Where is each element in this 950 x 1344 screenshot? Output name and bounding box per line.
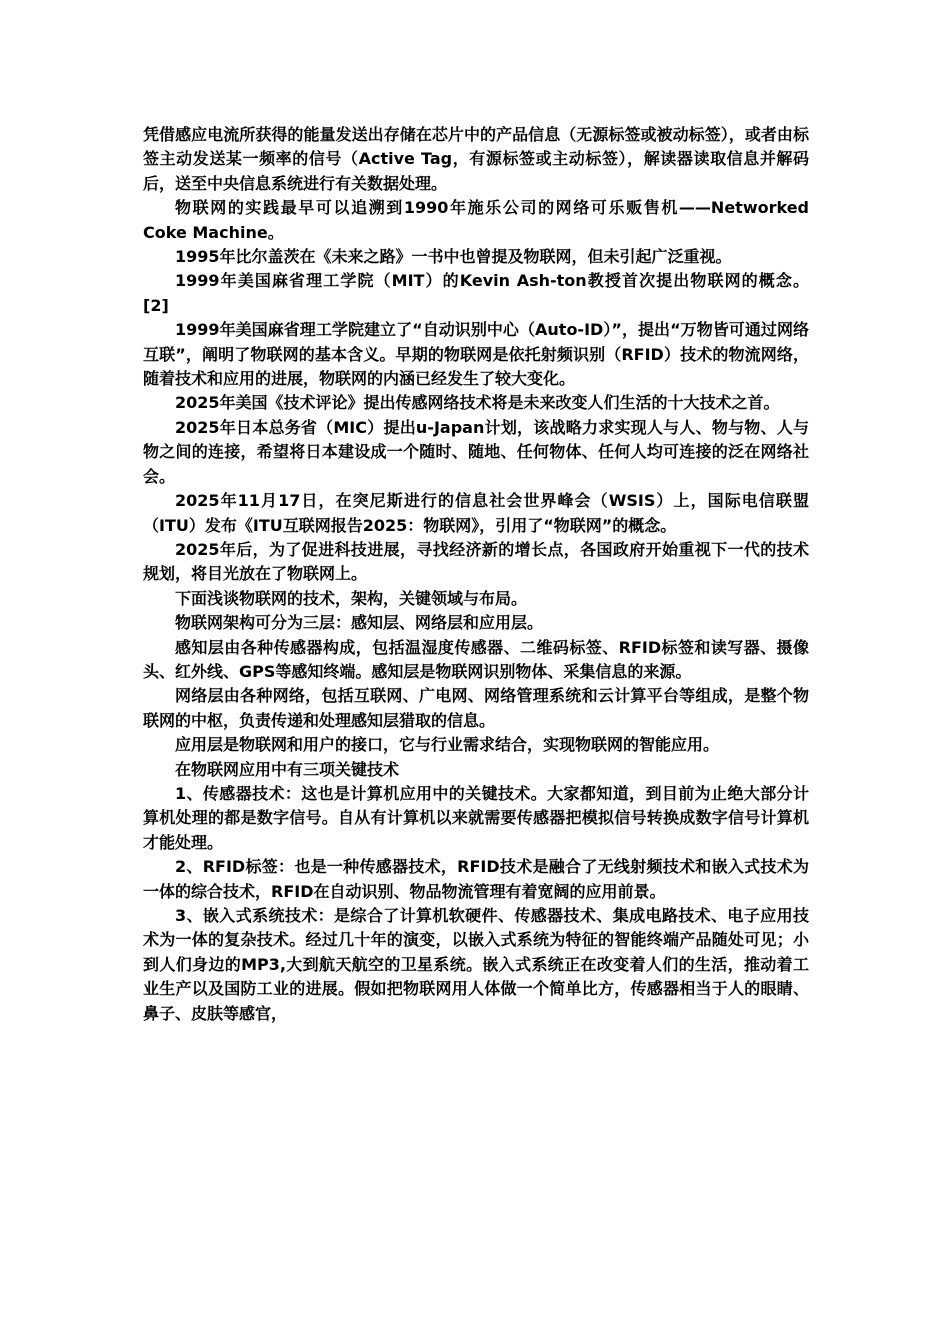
- paragraph-7: 2025年11月17日，在突尼斯进行的信息社会世界峰会（WSIS）上，国际电信联盟（ITU）发布《ITU互联网报告2025：物联网》，引用了“物联网”的概念。: [143, 491, 809, 535]
- paragraph-11: 感知层由各种传感器构成，包括温湿度传感器、二维码标签、RFID标签和读写器、摄像头、红外线、GPS等感知终端。感知层是物联网识别物体、采集信息的来源。: [143, 637, 809, 681]
- paragraph-16: 2、RFID标签：也是一种传感器技术，RFID技术是融合了无线射频技术和嵌入式技术为一体的综合技术，RFID在自动识别、物品物流管理有着宽阔的应用前景。: [143, 857, 809, 901]
- paragraph-13: 应用层是物联网和用户的接口，它与行业需求结合，实现物联网的智能应用。: [175, 735, 720, 755]
- document-page: [143, 123, 809, 1026]
- paragraph-3: 1999年美国麻省理工学院（MIT）的Kevin Ash-ton教授首次提出物联网的概念。 [2]: [143, 271, 809, 315]
- paragraph-0: 凭借感应电流所获得的能量发送出存储在芯片中的产品信息（无源标签或被动标签），或者由标签主动发送某一频率的信号（Active Tag，有源标签或主动标签），解读器读取信息并解码后，送至中央信息系统进行有关数据处理。: [143, 125, 809, 193]
- paragraph-10: 物联网架构可分为三层：感知层、网络层和应用层。: [175, 613, 544, 633]
- paragraph-15: 1、传感器技术：这也是计算机应用中的关键技术。大家都知道，到目前为止绝大部分计算机处理的都是数字信号。自从有计算机以来就需要传感器把模拟信号转换成数字信号计算机才能处理。: [143, 783, 809, 852]
- paragraph-14: 在物联网应用中有三项关键技术: [175, 759, 400, 779]
- paragraph-1: 物联网的实践最早可以追溯到1990年施乐公司的网络可乐贩售机——Networked Coke Machine。: [143, 198, 809, 242]
- paragraph-8: 2025年后，为了促进科技进展，寻找经济新的增长点，各国政府开始重视下一代的技术规划，将目光放在了物联网上。: [143, 539, 809, 584]
- paragraph-2: 1995年比尔盖茨在《未来之路》一书中也曾提及物联网，但未引起广泛重视。: [175, 247, 732, 267]
- paragraph-12: 网络层由各种网络，包括互联网、广电网、网络管理系统和云计算平台等组成，是整个物联网的中枢，负责传递和处理感知层猎取的信息。: [143, 686, 809, 730]
- paragraph-9: 下面浅谈物联网的技术，架构，关键领域与布局。: [175, 588, 528, 608]
- paragraph-6: 2025年日本总务省（MIC）提出u-Japan计划，该战略力求实现人与人、物与物、人与物之间的连接，希望将日本建设成一个随时、随地、任何物体、任何人均可连接的泛在网络社会。: [143, 417, 809, 486]
- paragraph-4: 1999年美国麻省理工学院建立了“自动识别中心（Auto-ID）”，提出“万物皆可通过网络互联”，阐明了物联网的基本含义。早期的物联网是依托射频识别（RFID）技术的物流网络，随着技术和应用的进展，物联网的内涵已经发生了较大变化。: [143, 320, 809, 389]
- paragraph-17: 3、嵌入式系统技术：是综合了计算机软硬件、传感器技术、集成电路技术、电子应用技术为一体的复杂技术。经过几十年的演变，以嵌入式系统为特征的智能终端产品随处可见；小到人们身边的MP3,大到航天航空的卫星系统。嵌入式系统正在改变着人们的生活，推动着工业生产以及国防工业的进展。假如把物联网用人体做一个简单比方，传感器相当于人的眼睛、鼻子、皮肤等感官，: [143, 906, 809, 1023]
- paragraph-5: 2025年美国《技术评论》提出传感网络技术将是未来改变人们生活的十大技术之首。: [175, 393, 780, 413]
